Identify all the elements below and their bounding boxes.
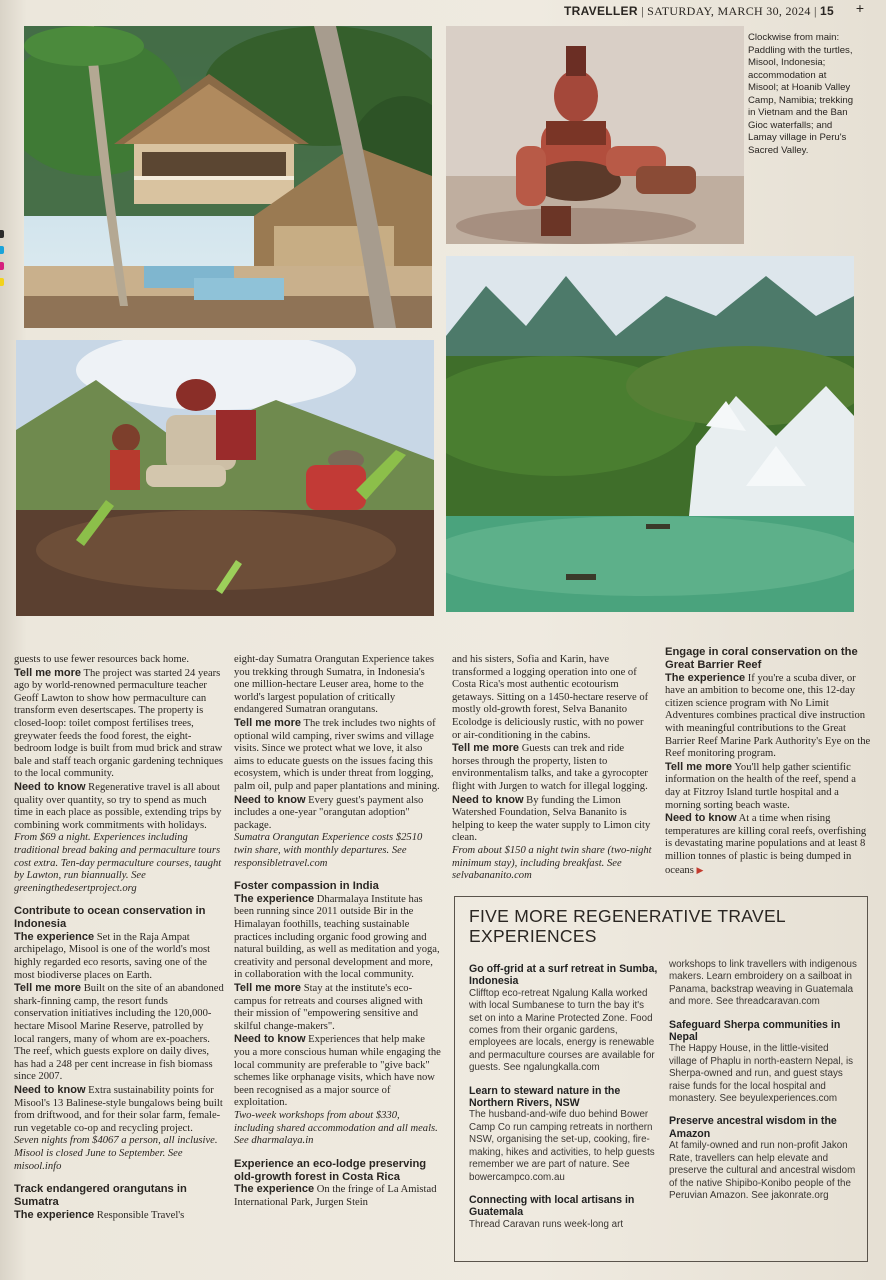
col1-tell-text: The project was started 24 years ago by world-renowned permaculture teacher Geoff Lawton to show how permaculture can transform even desertscapes. The property is closed-loop: toilet compost fertilises trees, greywater feeds the food forest, the eight-bedroom lodge is built from mud brick and straw bale and staff teach organic gardening techniques to the local community. (14, 667, 224, 780)
col2-price2: Two-week workshops from about $330, including shared accommodation and all meals. See dharmalaya.in (234, 1109, 438, 1147)
box-item-5-text: At family-owned and run non-profit Jakon Rate, travellers can help elevate and preserve the cultural and ancestral wisdom of the native Shipibo-Konibo people of the Peruvian Amazon. See jakonrate.org (669, 1140, 856, 1201)
box-item-1-text: Clifftop eco-retreat Ngalung Kalla worked with local Sumbanese to turn the bay it's set on into a Marine Protected Zone. Food comes from their organic gardens, employees are locals, energy is renewable and permaculture courses are available for guests. See ngalungkalla.com (469, 987, 655, 1074)
box-item-5-head: Preserve ancestral wisdom in the Amazon (669, 1115, 837, 1140)
box-item-2-head: Learn to steward nature in the Northern Rivers, NSW (469, 1084, 621, 1110)
col4-need-label: Need to know (665, 812, 737, 825)
col1-tell-label: Tell me more (14, 666, 82, 679)
col2-tell2-text: Stay at the institute's eco-campus for retreats and courses aligned with their mission of "empowering sensitive and skilful change-makers". (234, 983, 423, 1032)
page-header: TRAVELLER | SATURDAY, MARCH 30, 2024 | 15 (564, 4, 834, 18)
col2-exp3-label: The experience (234, 1183, 315, 1196)
col4-tell-label: Tell me more (665, 760, 733, 773)
section-name: TRAVELLER (564, 4, 638, 18)
color-registration-marks (0, 230, 4, 294)
box-item-1-head: Go off-grid at a surf retreat in Sumba, Indonesia (469, 963, 658, 988)
col1-need-text: Regenerative travel is all about quality over quantity, so try to spend as much time in each place as possible, extending trips by combining work commitments with holidays. (14, 781, 222, 831)
col1-exp3-text: Responsible Travel's (96, 1209, 185, 1221)
col2-tell2-label: Tell me more (234, 982, 302, 995)
box-item-4-text: The Happy House, in the little-visited village of Phaplu in north-eastern Nepal, is Sherpa-owned and run, and guest stays raise funds for the local hospital and monastery. See beyulexperiences.com (669, 1043, 854, 1105)
col1-need2-text: Extra sustainability points for Misool's 13 Balinese-style bungalows being built from driftwood, and for their solar farm, female-run vegetable co-op and recycling project. (14, 1085, 223, 1134)
heading-india: Foster compassion in India (234, 880, 379, 893)
col2-exp-label: The experience (234, 892, 315, 905)
article-column-1 (14, 654, 224, 1222)
col1-tell2-label: Tell me more (14, 982, 82, 995)
col2-need2-label: Need to know (234, 1033, 306, 1046)
col2-exp-text: Dharmalaya Institute has been running since 2011 outside Bir in the Himalayan foothills, teaching sustainable practices including organic food growing and natural building, as well as meditation and yoga, creativity and personal development and more, in collaboration with the local community. (234, 893, 440, 981)
photo-lamay-village (16, 340, 434, 616)
col4-tell-text: You'll help gather scientific information on the health of the reef, spend a day at Fitzroy Island turtle hospital and a morning sorting beach waste. (665, 761, 856, 811)
col1-lead: guests to use fewer resources back home. (14, 654, 190, 665)
photo-hoanib-art (446, 26, 744, 244)
col1-price2: Seven nights from $4067 a person, all inclusive. Misool is closed June to September. See misool.info (14, 1135, 218, 1172)
col2-tell-text: The trek includes two nights of optional wild camping, river swims and village visits. Since we protect what we love, it also aims to educate guests on the issues facing this ecosystem, which is under threat from logging, palm oil, pulp and paper plantations and mining. (234, 717, 440, 792)
photo-caption: Clockwise from main: Paddling with the turtles, Misool, Indonesia; accommodation at Misool; at Hoanib Valley Camp, Namibia; trekking in Vietnam and the Ban Gioc waterfalls; and Lamay village in Peru's Sacred Valley. (748, 32, 854, 156)
col1-exp3-label: The experience (14, 1208, 95, 1221)
photo-misool-accommodation (24, 26, 432, 328)
issue-date: SATURDAY, MARCH 30, 2024 (647, 4, 811, 18)
col2-tell-label: Tell me more (234, 716, 302, 729)
article-column-4 (665, 646, 871, 877)
heading-great-barrier-reef: Engage in coral conservation on the Great Barrier Reef (665, 646, 858, 671)
photo-hoanib-valley (446, 26, 744, 244)
col4-exp-label: The experience (665, 671, 746, 684)
col3-need-text: By funding the Limon Watershed Foundation, Selva Bananito is helping to keep the water supply to Limon city clean. (452, 794, 651, 844)
col2-price: Sumatra Orangutan Experience costs $2510 twin share, with monthly departures. See responsibletravel.com (234, 832, 423, 869)
col3-price: From about $150 a night twin share (two-night minimum stay), including breakfast. See selvabananito.com (452, 844, 652, 882)
article-column-3 (452, 654, 652, 883)
col3-tell-label: Tell me more (452, 742, 520, 755)
heading-ocean-conservation: Contribute to ocean conservation in Indonesia (14, 905, 206, 931)
col3-tell-text: Guests can trek and ride horses through the property, listen to environmentalism talks, and take a gyrocopter flight with Jurgen to watch for illegal logging. (452, 743, 648, 792)
col4-need-text: At a time when rising temperatures are killing coral reefs, overfishing is devastating marine populations and at least 8 million tonnes of plastic is being dumped in oceans (665, 813, 867, 876)
five-more-box (454, 896, 868, 1262)
photo-waterfalls-art (446, 256, 854, 612)
heading-orangutans: Track endangered orangutans in Sumatra (14, 1183, 187, 1208)
box-item-3-cont: workshops to link travellers with indigenous makers. Learn embroidery on a sailboat in Panama, backstrap weaving in Guatemala and more. See threadcaravan.com (669, 959, 857, 1008)
col1-exp-label: The experience (14, 930, 95, 943)
col1-tell2-text: Built on the site of an abandoned shark-finning camp, the resort funds conservation initiatives including the 120,000-hectare Misool Marine Reserve, patrolled by local rangers, many of whom are ex-poachers. The reef, which guests explore on daily dives, has had a 248 per cent increase in fish biomass since 2007. (14, 983, 224, 1083)
box-item-3-text: Thread Caravan runs week-long art (469, 1218, 624, 1230)
col2-need-text: Every guest's payment also includes a one-year "orangutan adoption" package. (234, 794, 424, 831)
col1-need2-label: Need to know (14, 1084, 86, 1096)
col1-price: From $69 a night. Experiences including traditional bread baking and permaculture tours cost extra. Ten-day permaculture courses, taught by Lawton, run biannually. See greeningthedesertproject.org (14, 832, 222, 894)
col1-need-label: Need to know (14, 780, 86, 793)
photo-ban-gioc-waterfalls (446, 256, 854, 612)
col3-lead: and his sisters, Sofia and Karin, have transformed a logging operation into one of Costa Rica's most authentic ecotourism getaways. Sitting on a 1450-hectare reserve of mostly old-growth forest, Selva Bananito Ecolodge is deliciously rustic, with no power or air-conditioning in the cabins. (452, 654, 649, 741)
box-item-4-head: Safeguard Sherpa communities in Nepal (669, 1018, 841, 1044)
continue-arrow-icon: ▶ (696, 864, 704, 875)
col2-need2-text: Experiences that help make you a more conscious human while engaging the local community are preferable to "give back" schemes like orphanage visits, which have now been recognised as a major source of exploitation. (234, 1034, 441, 1109)
col2-need-label: Need to know (234, 793, 306, 806)
col4-exp-text: If you're a scuba diver, or have an ambition to become one, this 12-day citizen science program with No Limit Adventures combines practical dive instruction with meaningful contributions to the Great Barrier Reef Marine Park Authority's Eye on the Reef monitoring program. (665, 672, 871, 760)
box-title: FIVE MORE REGENERATIVE TRAVEL EXPERIENCES (469, 906, 786, 946)
col2-exp3-text: On the fringe of La Amistad International Park, Jurgen Stein (234, 1184, 437, 1208)
col1-exp-text: Set in the Raja Ampat archipelago, Misool is one of the world's most highly regarded eco resorts, saving one of the most biodiverse places on Earth. (14, 931, 211, 981)
box-item-3-head: Connecting with local artisans in Guatemala (469, 1193, 635, 1219)
page-number: 15 (820, 4, 834, 18)
photo-lamay-art (16, 340, 434, 616)
box-item-2-text: The husband-and-wife duo behind Bower Camp Co run camping retreats in northern NSW, organising the set-up, cooking, fire-making, hikes and activities, to help guests remember we are part of nature. See bowercampco.com.au (469, 1109, 655, 1183)
article-column-2 (234, 654, 442, 1210)
box-column-right (669, 959, 859, 1202)
box-column-left (469, 963, 659, 1231)
heading-costa-rica: Experience an eco-lodge preserving old-growth forest in Costa Rica (234, 1157, 427, 1183)
col3-need-label: Need to know (452, 793, 524, 806)
photo-misool-art (24, 26, 432, 328)
registration-plus: + (855, 0, 864, 16)
col2-lead: eight-day Sumatra Orangutan Experience takes you trekking through Sumatra, in Indonesia's one million-hectare Leuser area, home to the world's largest population of critically endangered Sumatran orangutans. (234, 654, 435, 716)
